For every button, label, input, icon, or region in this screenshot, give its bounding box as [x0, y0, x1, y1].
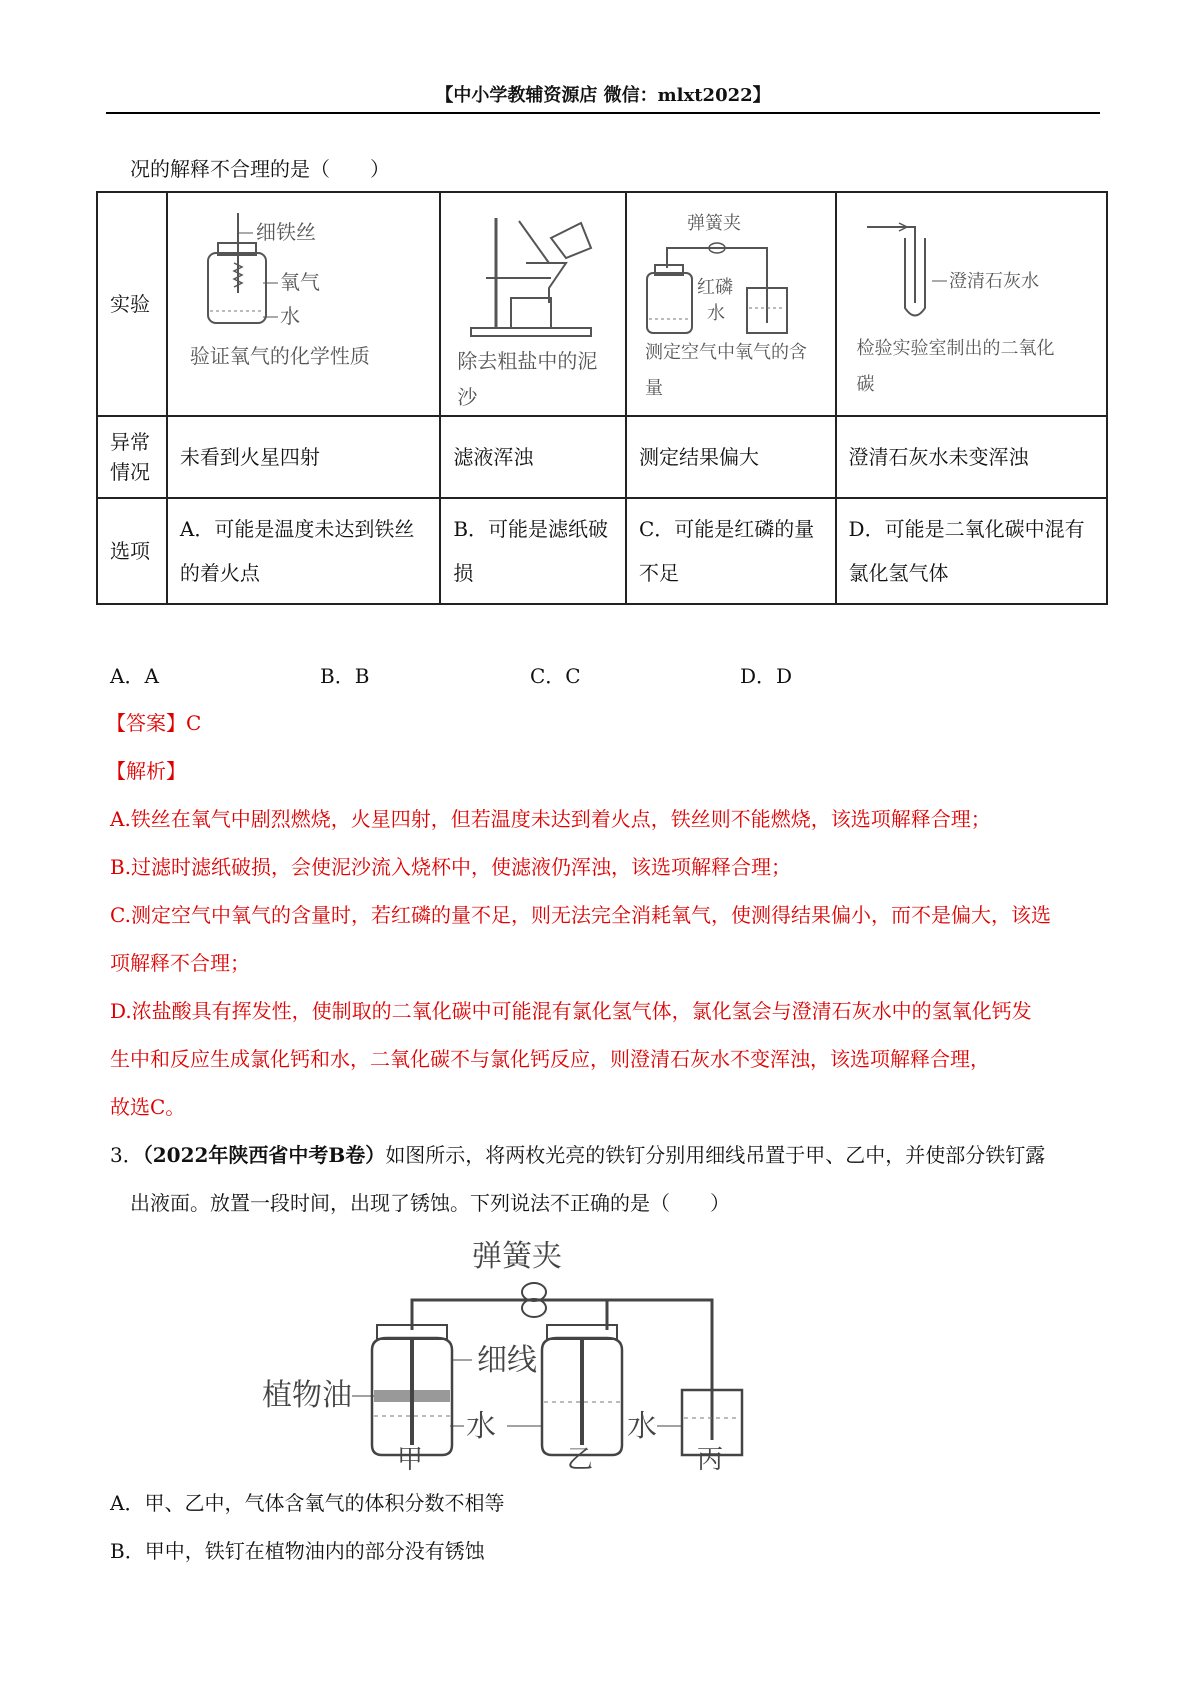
- iron-wire-figure: [168, 193, 442, 415]
- analysis-line-3: C.测定空气中氧气的含量时，若红磷的量不足，则无法完全消耗氧气，使测得结果偏小，而不是偏大，该选: [110, 903, 1051, 927]
- q3-stem-1: 如图所示，将两枚光亮的铁钉分别用细线吊置于甲、乙中，并使部分铁钉露: [385, 1143, 1046, 1167]
- q3-option-a[interactable]: A．甲、乙中，气体含氧气的体积分数不相等: [110, 1491, 505, 1515]
- table-row-experiment: [97, 192, 1107, 416]
- rust-experiment-figure: [262, 1230, 842, 1475]
- caption-co2: 检验实验室制出的二氧化碳: [856, 338, 1055, 395]
- fig3-label-oil: 植物油: [262, 1378, 352, 1413]
- figure-cell-filter: [440, 192, 626, 416]
- choice-a[interactable]: A．A: [110, 664, 159, 688]
- analysis-line-2: B.过滤时滤纸破损，会使泥沙流入烧杯中，使滤液仍浑浊，该选项解释合理；: [110, 855, 792, 879]
- analysis-line-1: A.铁丝在氧气中剧烈燃烧，火星四射，但若温度未达到着火点，铁丝则不能燃烧，该选项解释合理；: [110, 807, 991, 831]
- abnormal-a: 未看到火星四射: [167, 416, 440, 498]
- abnormal-c: 测定结果偏大: [626, 416, 836, 498]
- analysis-line-7: 故选C。: [110, 1095, 186, 1119]
- fig-label-iron-wire: 细铁丝: [255, 220, 316, 244]
- fig3-label-water-1: 水: [466, 1409, 496, 1444]
- choice-d[interactable]: D．D: [740, 664, 793, 688]
- answer: 【答案】C: [106, 711, 202, 735]
- experiment-table: [96, 191, 1108, 605]
- option-a: A．可能是温度未达到铁丝的着火点: [167, 498, 440, 604]
- caption-iron: 验证氧气的化学性质: [189, 344, 370, 368]
- table-row-options: [97, 498, 1107, 604]
- analysis-line-6: 生中和反应生成氯化钙和水，二氧化碳不与氯化钙反应，则澄清石灰水不变浑浊，该选项解释合理，: [110, 1047, 990, 1071]
- q3-source: （2022年陕西省中考B卷）: [142, 1143, 386, 1167]
- caption-filter: 除去粗盐中的泥沙: [457, 349, 598, 409]
- fig-label-water-2: 水: [706, 303, 725, 324]
- figure-cell-iron: [167, 192, 440, 416]
- abnormal-b: 滤液浑浊: [440, 416, 626, 498]
- fig-label-red-phosphorus: 红磷: [696, 277, 733, 298]
- analysis-line-5: D.浓盐酸具有挥发性，使制取的二氧化碳中可能混有氯化氢气体，氯化氢会与澄清石灰水中的氢氧化钙发: [110, 999, 1032, 1023]
- fig3-label-clip: 弹簧夹: [472, 1239, 562, 1274]
- fig-label-clip: 弹簧夹: [686, 213, 741, 234]
- question-stem-tail: 况的解释不合理的是（ ）: [130, 157, 390, 181]
- q3-option-b[interactable]: B．甲中，铁钉在植物油内的部分没有锈蚀: [110, 1539, 485, 1563]
- option-b: B．可能是滤纸破损: [440, 498, 626, 604]
- option-c: C．可能是红磷的量不足: [626, 498, 836, 604]
- analysis-title: 【解析】: [106, 759, 186, 783]
- fig3-label-bing: 丙: [697, 1445, 724, 1475]
- row-label-abnormal: 异常情况: [97, 416, 167, 498]
- caption-phosphorus: 测定空气中氧气的含量: [644, 342, 807, 399]
- abnormal-d: 澄清石灰水未变浑浊: [836, 416, 1107, 498]
- choice-b[interactable]: B．B: [320, 664, 370, 688]
- option-d: D．可能是二氧化碳中混有氯化氢气体: [836, 498, 1107, 604]
- row-label-experiment: 实验: [97, 192, 167, 416]
- q3-stem-line-1: [110, 1140, 1045, 1170]
- fig-label-water: 水: [279, 304, 300, 328]
- figure-cell-phosphorus: [626, 192, 836, 416]
- table-row-abnormal: [97, 416, 1107, 498]
- fig3-label-water-2: 水: [627, 1409, 657, 1444]
- q3-stem-line-2: 出液面。放置一段时间，出现了锈蚀。下列说法不正确的是（ ）: [130, 1191, 730, 1215]
- analysis-line-4: 项解释不合理；: [110, 951, 250, 975]
- fig-label-oxygen: 氧气: [279, 270, 320, 294]
- choice-c[interactable]: C．C: [530, 664, 581, 688]
- fig3-label-jia: 甲: [397, 1445, 424, 1475]
- row-label-options: 选项: [97, 498, 167, 604]
- page-header: 【中小学教辅资源店 微信：mlxt2022】: [106, 80, 1100, 114]
- fig3-label-yi: 乙: [567, 1445, 594, 1475]
- figure-cell-co2: [836, 192, 1107, 416]
- q3-number: 3．: [110, 1143, 143, 1167]
- fig-label-limewater: 澄清石灰水: [948, 271, 1039, 292]
- fig3-label-thread: 细线: [477, 1343, 537, 1378]
